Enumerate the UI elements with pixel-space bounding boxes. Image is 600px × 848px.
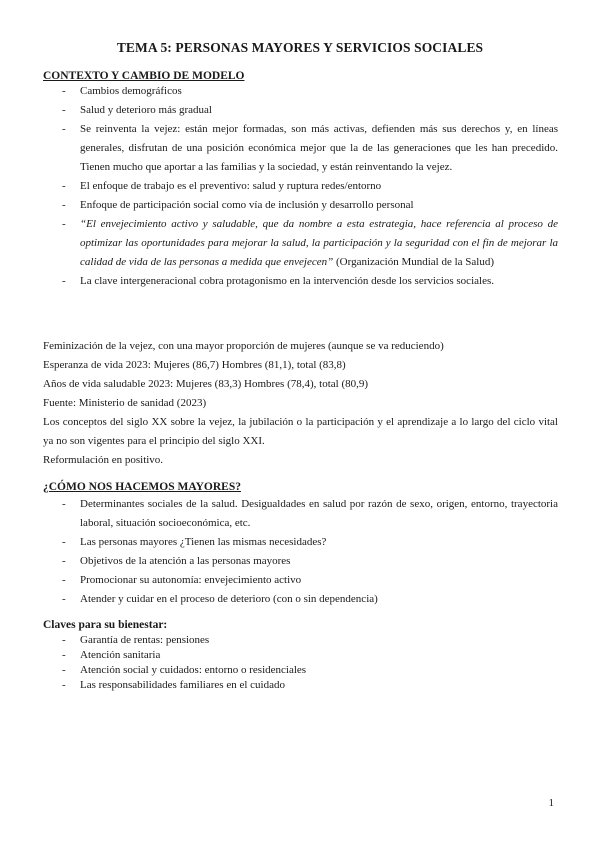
page-number: 1 [548,797,554,809]
page-title: TEMA 5: PERSONAS MAYORES Y SERVICIOS SOCIALES [116,40,484,55]
list-item: - Las responsabilidades familiares en el cuidado [62,678,558,693]
section-heading-contexto: CONTEXTO Y CAMBIO DE MODELO [43,70,245,82]
paragraph-feminizacion: Feminización de la vejez, con una mayor proporción de mujeres (aunque se va reduciendo) [43,340,444,352]
paragraph-reformulacion: Reformulación en positivo. [43,454,164,466]
paragraph-anos-saludables: Años de vida saludable 2023: Mujeres (83,3) Hombres (78,4), total (80,9) [43,378,369,390]
list-claves [62,633,558,693]
list-item: - Cambios demográficos [62,82,558,101]
list-item: - Garantía de rentas: pensiones [62,633,558,648]
list-item: - Salud y deterioro más gradual [62,101,558,120]
list-item: - Atención social y cuidados: entorno o residenciales [62,663,558,678]
list-item: - Enfoque de participación social como vía de inclusión y desarrollo personal [62,196,558,215]
list-item: - Las personas mayores ¿Tienen las mismas necesidades? [62,533,558,552]
list-como [62,495,558,609]
list-item: - Se reinventa la vejez: están mejor formadas, son más activas, defienden más sus derechos y, en líneas generales, disfrutan de una posición económica mejor que la de las generaciones que les han precedido. Tienen mucho que aportar a las familias y la sociedad, y están reinventando la vejez. [62,120,558,177]
list-item: - Atención sanitaria [62,648,558,663]
list-item-quote [62,215,558,272]
section-heading-claves: Claves para su bienestar: [43,619,168,631]
list-item: - Objetivos de la atención a las personas mayores [62,552,558,571]
list-item: - La clave intergeneracional cobra protagonismo en la intervención desde los servicios sociales. [62,272,558,291]
list-item: - Atender y cuidar en el proceso de deterioro (con o sin dependencia) [62,590,558,609]
paragraph-conceptos: Los conceptos del siglo XX sobre la vejez, la jubilación o la participación y el aprendizaje a lo largo del ciclo vital ya no son vigentes para el principio del siglo XXI. [43,416,558,447]
list-item: - Promocionar su autonomía: envejecimiento activo [62,571,558,590]
quote-source: (Organización Mundial de la Salud) [333,256,495,268]
list-item: - Determinantes sociales de la salud. Desigualdades en salud por razón de sexo, origen, entorno, trayectoria laboral, situación socioeconómica, etc. [62,495,558,533]
paragraph-esperanza: Esperanza de vida 2023: Mujeres (86,7) Hombres (81,1), total (83,8) [43,359,346,371]
section-heading-como: ¿CÓMO NOS HACEMOS MAYORES? [43,481,241,493]
list-contexto [62,82,558,291]
quote-text: “El envejecimiento activo y saludable, que da nombre a esta estrategia, hace referencia al proceso de optimizar las oportunidades para mejorar la salud, la participación y la seguridad con el fin de mejorar la calidad de vida de las personas a medida que envejecen” [80,218,558,268]
list-item: - El enfoque de trabajo es el preventivo: salud y ruptura redes/entorno [62,177,558,196]
paragraph-fuente: Fuente: Ministerio de sanidad (2023) [43,397,207,409]
